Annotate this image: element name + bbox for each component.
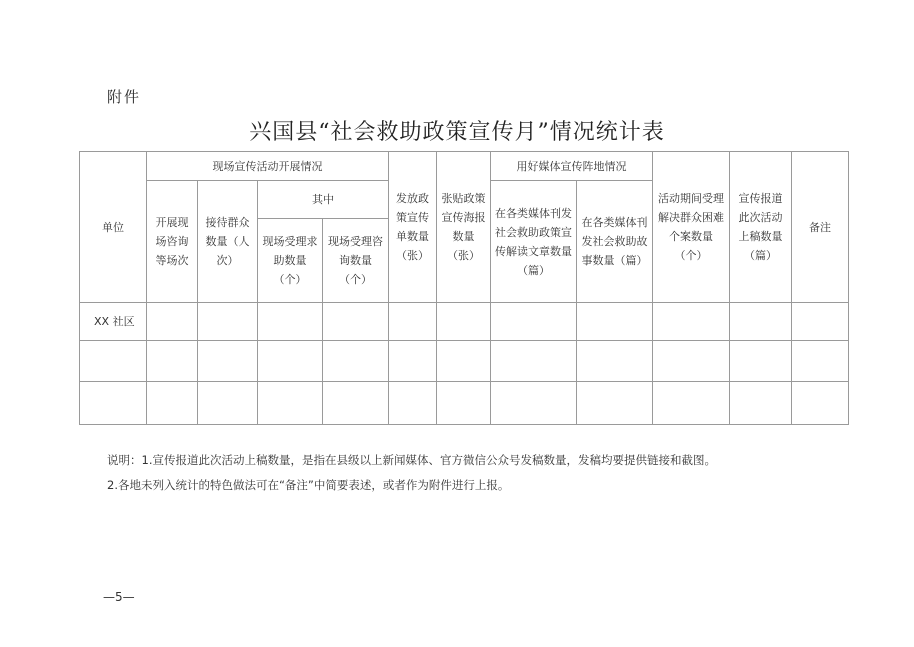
table-cell [258, 341, 323, 382]
table-cell [653, 341, 730, 382]
header-consult-sessions: 开展现场咨询等场次 [147, 181, 198, 303]
table-cell [147, 341, 198, 382]
table-cell [323, 382, 389, 425]
table-cell [577, 341, 653, 382]
header-posters: 张贴政策宣传海报数量（张） [437, 152, 491, 303]
table-cell [437, 303, 491, 341]
table-cell [577, 382, 653, 425]
table-cell [491, 341, 577, 382]
table-cell [389, 382, 437, 425]
table-row [80, 382, 849, 425]
attachment-label: 附件 [107, 88, 142, 106]
table-row [80, 303, 849, 341]
table-row [80, 341, 849, 382]
table-cell [437, 382, 491, 425]
statistics-table [79, 151, 849, 425]
header-visitors: 接待群众数量（人次） [198, 181, 258, 303]
header-row-1 [80, 152, 849, 181]
table-cell [389, 303, 437, 341]
table-cell [147, 303, 198, 341]
header-group-among: 其中 [258, 181, 389, 219]
table-cell [491, 303, 577, 341]
table-cell [258, 382, 323, 425]
notes-section [107, 448, 716, 498]
header-story-articles: 在各类媒体刊发社会救助故事数量（篇） [577, 181, 653, 303]
table-cell [147, 382, 198, 425]
header-reports: 宣传报道此次活动上稿数量（篇） [730, 152, 792, 303]
table-cell [323, 303, 389, 341]
notes-prefix: 说明： [107, 453, 142, 467]
row-unit-cell: XX 社区 [80, 303, 147, 341]
note-line-2 [107, 473, 716, 498]
header-group-onsite: 现场宣传活动开展情况 [147, 152, 389, 181]
table-cell [730, 382, 792, 425]
note-item-1: 1.宣传报道此次活动上稿数量，是指在县级以上新闻媒体、官方微信公众号发稿数量，发稿均要提供链接和截图。 [141, 453, 716, 467]
table-cell [491, 382, 577, 425]
table-cell [389, 341, 437, 382]
table-cell [730, 303, 792, 341]
header-inquiries: 现场受理咨询数量（个） [323, 219, 389, 303]
row-unit-cell [80, 382, 147, 425]
header-leaflets: 发放政策宣传单数量（张） [389, 152, 437, 303]
table-cell [258, 303, 323, 341]
header-remarks: 备注 [792, 152, 849, 303]
table-cell [437, 341, 491, 382]
page-title: 兴国县“社会救助政策宣传月”情况统计表 [249, 120, 665, 145]
table-cell [323, 341, 389, 382]
header-cases-solved: 活动期间受理解决群众困难个案数量（个） [653, 152, 730, 303]
note-item-2: 2.各地未列入统计的特色做法可在“备注”中简要表述，或者作为附件进行上报。 [107, 478, 510, 492]
table-cell [792, 341, 849, 382]
table-cell [198, 303, 258, 341]
table-cell [198, 382, 258, 425]
table-cell [198, 341, 258, 382]
table-cell [653, 382, 730, 425]
header-help-requests: 现场受理求助数量（个） [258, 219, 323, 303]
table-cell [792, 382, 849, 425]
header-group-media: 用好媒体宣传阵地情况 [491, 152, 653, 181]
header-unit: 单位 [80, 152, 147, 303]
page-number: —5— [103, 590, 135, 604]
header-policy-articles: 在各类媒体刊发社会救助政策宣传解读文章数量（篇） [491, 181, 577, 303]
table-cell [577, 303, 653, 341]
table-cell [730, 341, 792, 382]
table-cell [792, 303, 849, 341]
row-unit-cell [80, 341, 147, 382]
note-line-1 [107, 448, 716, 473]
table-cell [653, 303, 730, 341]
